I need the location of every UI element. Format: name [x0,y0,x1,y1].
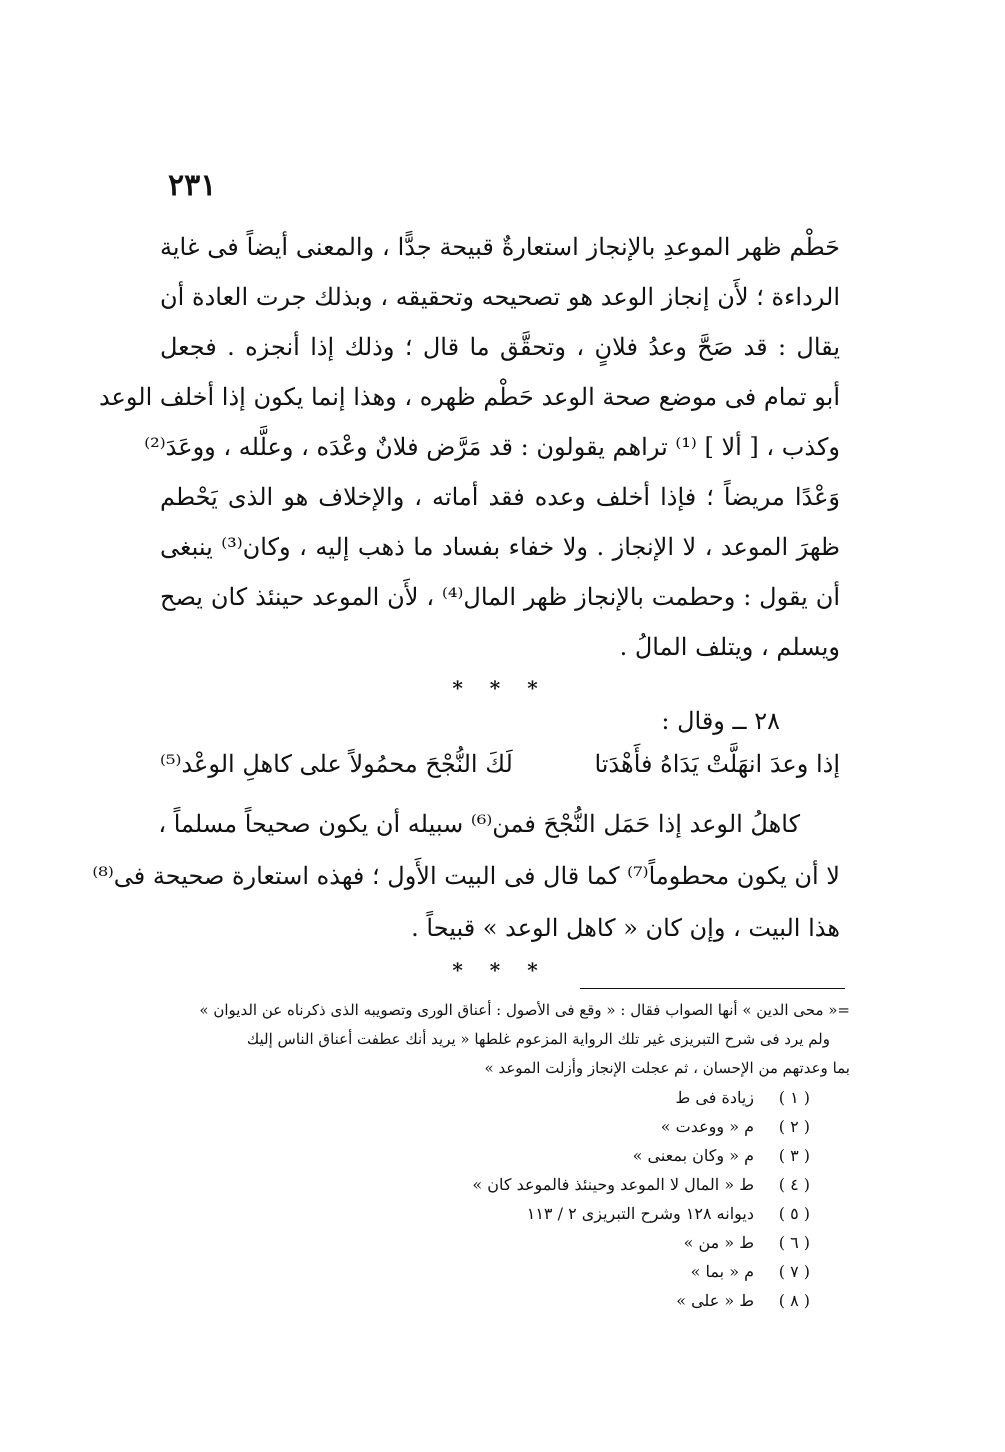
footnote-line: بما وعدتهم من الإحسان ، ثم عجلت الإنجاز وأزلت الموعد » [484,1059,850,1077]
footnote-text: م « بما » [690,1262,754,1281]
footnote-text: م « ووعدت » [660,1117,754,1136]
paragraph-line: أن يقول : وحطمت بالإنجاز ظهر المال⁽⁴⁾ ، لأَن الموعد حينئذ كان يصح [160,583,841,611]
paragraph-line: حَطْم ظهر الموعدِ بالإنجاز استعارةٌ قبيحة جدًّا ، والمعنى أيضاً فى غاية [160,233,840,261]
footnote-continuation [160,996,850,1083]
paragraph-line: كاهلُ الوعد إذا حَمَل النُّجْحَ فمن⁽⁶⁾ سبيله أن يكون صحيحاً مسلماً ، [158,810,800,838]
footnote-item [160,1199,810,1228]
verse-hemistich-right: إذا وعدَ انهَلَّتْ يَدَاهُ فأَهْدَتا [594,750,840,778]
footnote-text: ط « المال لا الموعد وحينئذ فالموعد كان » [472,1175,754,1194]
footnote-item [160,1112,810,1141]
footnote-text: ط « من » [683,1233,754,1252]
footnote-line: =« محى الدين » أنها الصواب فقال : « وقع فى الأصول : أعناق الورى وتصويبه الذى ذكرناه عن الديوان » [199,1001,850,1019]
paragraph-line: ويسلم ، ويتلف المالُ . [619,633,840,661]
footnote-line: ولم يرد فى شرح التبريزى غير تلك الرواية المزعوم غلطها « يريد أنك عطفت أعناق الناس إليك [246,1030,830,1048]
paragraph-line: لا أن يكون محطوماً⁽⁷⁾ كما قال فى البيت الأَول ؛ فهذه استعارة صحيحة فى⁽⁸⁾ [92,862,840,890]
footnote-number: ( ٥ ) [778,1204,810,1223]
verse-heading: ٢٨ ــ وقال : [661,707,780,735]
footnote-number: ( ٣ ) [778,1146,810,1165]
footnotes [160,996,850,1315]
verse-line [160,750,840,778]
footnote-text: زيادة فى ط [675,1088,754,1107]
footnote-item [160,1083,810,1112]
footnote-item [160,1286,810,1315]
paragraph-line: ظهرَ الموعد ، لا الإنجاز . ولا خفاء بفساد ما ذهب إليه ، وكان⁽³⁾ ينبغى [160,533,840,561]
paragraph-line: وكذب ، [ ألا ] ⁽¹⁾ تراهم يقولون : قد مَرَّض فلانٌ وعْدَه ، وعلَّله ، ووعَدَ⁽²⁾ [144,433,840,461]
footnote-number: ( ٧ ) [778,1262,810,1281]
footnote-item [160,1228,810,1257]
footnote-text: ديوانه ١٢٨ وشرح التبريزى ٢ / ١١٣ [526,1204,754,1223]
commentary-paragraph [92,798,840,954]
paragraph-line: الرداءة ؛ لأَن إنجاز الوعد هو تصحيحه وتحقيقه ، وبذلك جرت العادة أن [160,283,840,311]
paragraph-line: وَعْدًا مريضاً ؛ فإذا أخلف وعده فقد أماته ، والإخلاف هو الذى يَحْطم [160,483,840,511]
footnote-number: ( ١ ) [778,1088,810,1107]
paragraph-line: يقال : قد صَحَّ وعدُ فلانٍ ، وتحقَّق ما قال ؛ وذلك إذا أنجزه . فجعل [160,333,840,361]
footnote-text: ط « على » [676,1291,754,1310]
footnote-item [160,1141,810,1170]
section-separator: * * * [452,958,548,982]
footnote-text: م « وكان بمعنى » [632,1146,754,1165]
verse-hemistich-left: لَكَ النُّجْحَ محمُولاً على كاهلِ الوعْد⁽⁵⁾ [160,750,513,778]
section-separator: * * * [452,676,548,700]
footnote-number: ( ٤ ) [778,1175,810,1194]
footnote-number: ( ٦ ) [778,1233,810,1252]
footnote-item [160,1257,810,1286]
page-number: ٢٣١ [168,168,217,203]
footnote-list [160,1083,850,1315]
footnote-rule [580,988,845,989]
paragraph-line: أبو تمام فى موضع صحة الوعد حَطْم ظهره ، وهذا إنما يكون إذا أخلف الوعد [98,383,840,411]
footnote-number: ( ٨ ) [778,1291,810,1310]
footnote-item [160,1170,810,1199]
main-paragraph [98,222,841,672]
footnote-number: ( ٢ ) [778,1117,810,1136]
paragraph-line: هذا البيت ، وإن كان « كاهل الوعد » قبيحاً . [411,914,840,942]
